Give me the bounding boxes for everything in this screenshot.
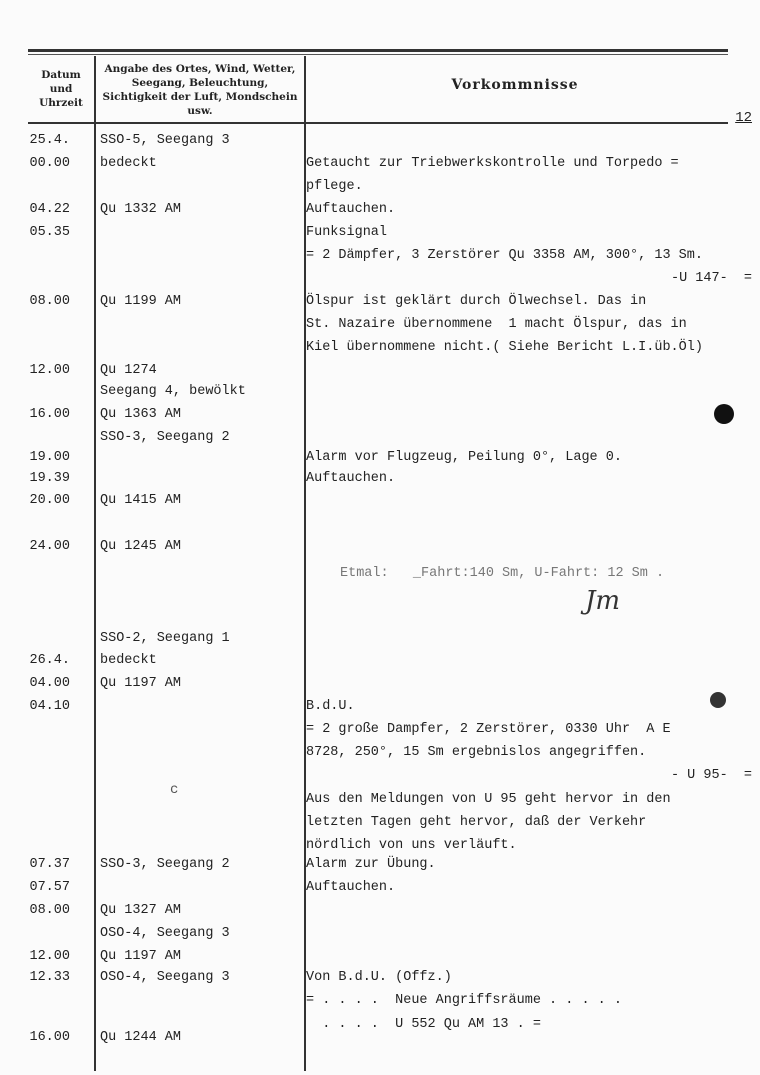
entry-event: . . . . U 552 Qu AM 13 . = xyxy=(306,1017,541,1032)
entry-time: 00.00 xyxy=(29,156,70,171)
entry-place: Qu 1415 AM xyxy=(100,493,182,508)
entry-time: 19.39 xyxy=(29,471,70,486)
entry-event: Alarm zur Übung. xyxy=(306,857,436,872)
entry-place: Qu 1197 AM xyxy=(100,949,182,964)
entry-time: 25.4. xyxy=(29,133,70,148)
entry-time: 07.57 xyxy=(29,880,70,895)
entry-time: 05.35 xyxy=(29,225,70,240)
entry-place: Qu 1244 AM xyxy=(100,1030,182,1045)
entry-place: Qu 1274 xyxy=(100,363,157,378)
stray-mark: c xyxy=(170,782,179,798)
entry-event: B.d.U. xyxy=(306,699,355,714)
entry-place: Qu 1197 AM xyxy=(100,676,182,691)
entry-time: 04.22 xyxy=(29,202,70,217)
entry-time: 08.00 xyxy=(29,294,70,309)
entry-time: 12.33 xyxy=(29,970,70,985)
entry-place: Qu 1327 AM xyxy=(100,903,182,918)
signature: Jm xyxy=(585,586,621,616)
entry-place: Qu 1332 AM xyxy=(100,202,182,217)
entry-place: OSO-4, Seegang 3 xyxy=(100,926,230,941)
header-events: Vorkommnisse xyxy=(451,77,579,93)
entry-time: 08.00 xyxy=(29,903,70,918)
entry-event: letzten Tagen geht hervor, daß der Verkehr xyxy=(306,815,647,830)
entry-time: 12.00 xyxy=(29,949,70,964)
entry-time: 24.00 xyxy=(29,539,70,554)
entry-event: = 2 große Dampfer, 2 Zerstörer, 0330 Uhr A E xyxy=(306,722,671,737)
header-date-time: Datum und Uhrzeit xyxy=(39,69,83,109)
entry-place: bedeckt xyxy=(100,653,157,668)
entry-time: 04.10 xyxy=(29,699,70,714)
entry-event: -U 147- = xyxy=(670,271,752,286)
entry-time: 19.00 xyxy=(29,450,70,465)
column-divider-1 xyxy=(94,56,96,1071)
entry-event: - U 95- = xyxy=(670,768,752,783)
entry-time: 12.00 xyxy=(29,363,70,378)
header-place-weather: Angabe des Ortes, Wind, Wetter, Seegang, Beleuchtung, Sichtigkeit der Luft, Mondschein usw. xyxy=(102,63,298,117)
entry-event: Von B.d.U. (Offz.) xyxy=(306,970,452,985)
entry-event: Aus den Meldungen von U 95 geht hervor in den xyxy=(306,792,671,807)
entry-place: SSO-3, Seegang 2 xyxy=(100,430,230,445)
entry-place: Seegang 4, bewölkt xyxy=(100,384,246,399)
top-rule-thin xyxy=(28,54,728,55)
entry-place: SSO-3, Seegang 2 xyxy=(100,857,230,872)
entry-place: Qu 1199 AM xyxy=(100,294,182,309)
entry-event: Kiel übernommene nicht.( Siehe Bericht L.I.üb.Öl) xyxy=(306,340,703,355)
ink-blot xyxy=(714,404,734,424)
entry-time: 26.4. xyxy=(29,653,70,668)
entry-event: Etmal: _Fahrt:140 Sm, U-Fahrt: 12 Sm . xyxy=(340,566,665,581)
page-number: 12 xyxy=(735,110,752,126)
entry-place: OSO-4, Seegang 3 xyxy=(100,970,230,985)
entry-event: = 2 Dämpfer, 3 Zerstörer Qu 3358 AM, 300°, 13 Sm. xyxy=(306,248,703,263)
entry-event: St. Nazaire übernommene 1 macht Ölspur, das in xyxy=(306,317,687,332)
entry-event: Alarm vor Flugzeug, Peilung 0°, Lage 0. xyxy=(306,450,622,465)
entry-place: SSO-5, Seegang 3 xyxy=(100,133,230,148)
entry-event: 8728, 250°, 15 Sm ergebnislos angegriffen. xyxy=(306,745,647,760)
entry-event: nördlich von uns verläuft. xyxy=(306,838,517,853)
entry-time: 16.00 xyxy=(29,407,70,422)
entry-time: 16.00 xyxy=(29,1030,70,1045)
entry-event: = . . . . Neue Angriffsräume . . . . . xyxy=(306,993,622,1008)
entry-event: Auftauchen. xyxy=(306,880,396,895)
entry-place: Qu 1363 AM xyxy=(100,407,182,422)
entry-place: bedeckt xyxy=(100,156,157,171)
ink-blot-small xyxy=(710,692,726,708)
entry-time: 04.00 xyxy=(29,676,70,691)
entry-time: 20.00 xyxy=(29,493,70,508)
entry-time: 07.37 xyxy=(29,857,70,872)
entry-event: Auftauchen. xyxy=(306,202,396,217)
header-rule xyxy=(28,122,728,124)
entry-event: Ölspur ist geklärt durch Ölwechsel. Das in xyxy=(306,294,647,309)
entry-event: Funksignal xyxy=(306,225,388,240)
entry-place: Qu 1245 AM xyxy=(100,539,182,554)
top-rule xyxy=(28,49,728,52)
entry-event: pflege. xyxy=(306,179,363,194)
entry-place: SSO-2, Seegang 1 xyxy=(100,631,230,646)
entry-event: Auftauchen. xyxy=(306,471,396,486)
entry-event: Getaucht zur Triebwerkskontrolle und Torpedo = xyxy=(306,156,679,171)
